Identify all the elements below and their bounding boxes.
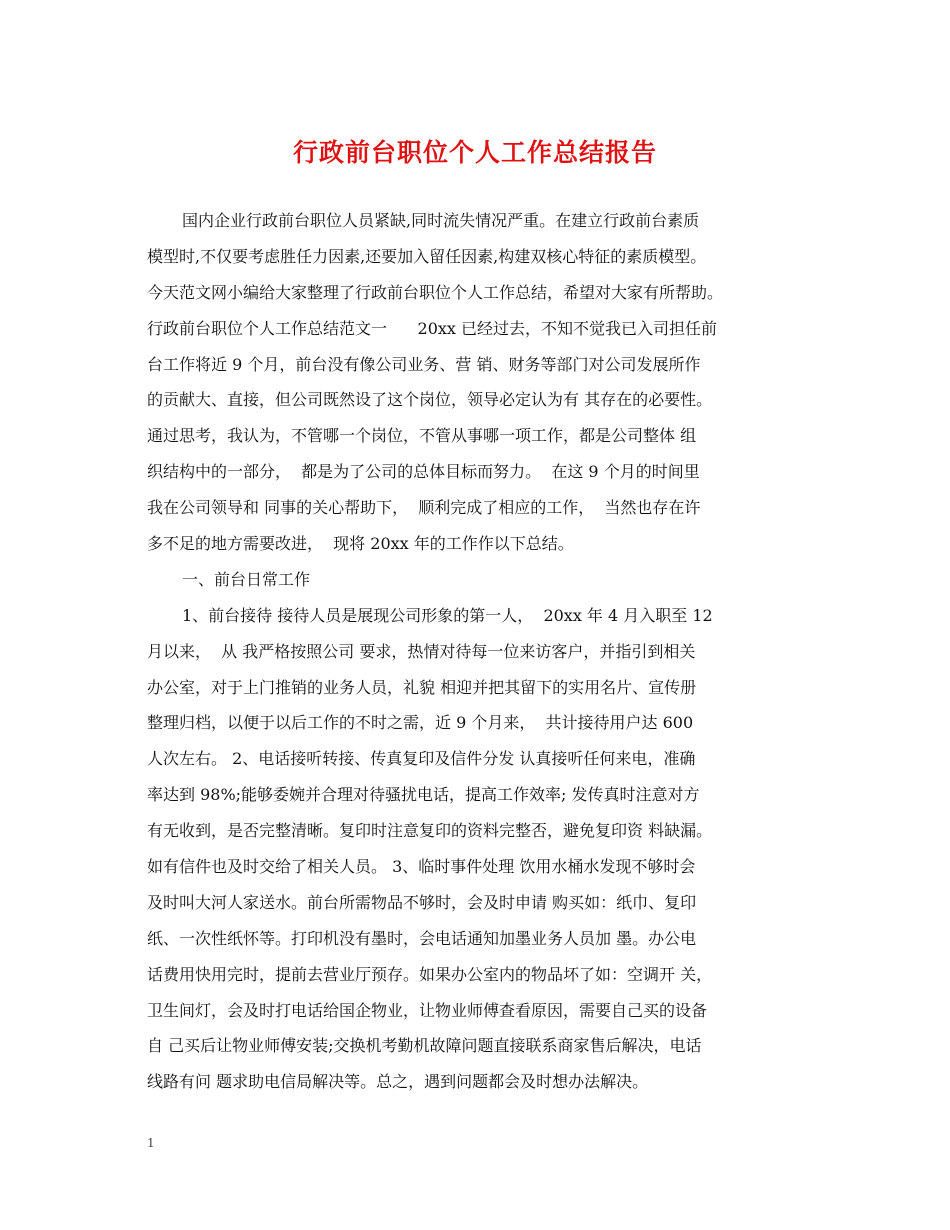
document-body bbox=[147, 203, 807, 1100]
paragraph-line: 纸、一次性纸怀等。打印机没有墨时，会电话通知加墨业务人员加 墨。办公电 bbox=[147, 928, 697, 948]
paragraph-line: 整理归档，以便于以后工作的不时之需，近 9 个月来， 共计接待用户达 600 bbox=[147, 713, 694, 733]
paragraph-line: 月以来， 从 我严格按照公司 要求，热情对待每一位来访客户，并指引到相关 bbox=[147, 641, 696, 661]
paragraph-line: 的贡献大、直接，但公司既然设了这个岗位，领导必定认为有 其存在的必要性。 bbox=[147, 390, 713, 410]
paragraph-line: 率达到 98%;能够委婉并合理对待骚扰电话，提高工作效率; 发传真时注意对方 bbox=[147, 785, 700, 805]
paragraph-line: 如有信件也及时交给了相关人员。 3、临时事件处理 饮用水桶水发现不够时会 bbox=[147, 857, 696, 877]
paragraph-line: 我在公司领导和 同事的关心帮助下， 顺利完成了相应的工作， 当然也存在许 bbox=[147, 498, 701, 518]
paragraph-line: 今天范文网小编给大家整理了行政前台职位个人工作总结，希望对大家有所帮助。 bbox=[147, 282, 724, 302]
paragraph-line: 话费用快用完时，提前去营业厅预存。如果办公室内的物品坏了如：空调开 关， bbox=[147, 964, 713, 984]
paragraph-line: 多不足的地方需要改进， 现将 20xx 年的工作作以下总结。 bbox=[147, 534, 574, 554]
document-title: 行政前台职位个人工作总结报告 bbox=[292, 138, 657, 167]
paragraph-line: 台工作将近 9 个月，前台没有像公司业务、营 销、财务等部门对公司发展所作 bbox=[147, 354, 701, 374]
paragraph-line: 办公室，对于上门推销的业务人员，礼貌 相迎并把其留下的实用名片、宣传册 bbox=[147, 677, 697, 697]
paragraph-line: 1、前台接待 接待人员是展现公司形象的第一人， 20xx 年 4 月入职至 12 bbox=[182, 605, 713, 625]
paragraph-line: 通过思考，我认为，不管哪一个岗位，不管从事哪一项工作，都是公司整体 组 bbox=[147, 426, 697, 446]
paragraph-line: 国内企业行政前台职位人员紧缺,同时流失情况严重。在建立行政前台素质 bbox=[182, 211, 700, 230]
paragraph-line: 织结构中的一部分， 都是为了公司的总体目标而努力。 在这 9 个月的时间里 bbox=[147, 462, 700, 482]
paragraph-line: 人次左右。 2、电话接听转接、传真复印及信件分发 认真接听任何来电，准确 bbox=[147, 749, 696, 769]
paragraph-line: 模型时,不仅要考虑胜任力因素,还要加入留任因素,构建双核心特征的素质模型。 bbox=[147, 246, 707, 266]
paragraph-line: 及时叫大河人家送水。前台所需物品不够时，会及时申请 购买如：纸巾、复印 bbox=[147, 892, 697, 912]
paragraph-line: 一、前台日常工作 bbox=[182, 569, 311, 589]
paragraph-line: 卫生间灯，会及时打电话给国企物业，让物业师傅查看原因，需要自己买的设备 bbox=[147, 1000, 708, 1020]
paragraph-line: 有无收到，是否完整清晰。复印时注意复印的资料完整否，避免复印资 料缺漏。 bbox=[147, 821, 713, 841]
paragraph-line: 自 己买后让物业师傅安装;交换机考勤机故障问题直接联系商家售后解决，电话 bbox=[147, 1036, 702, 1056]
page-number: 1 bbox=[147, 1136, 155, 1150]
paragraph-line: 线路有问 题求助电信局解决等。总之，遇到问题都会及时想办法解决。 bbox=[147, 1072, 649, 1092]
paragraph-line: 行政前台职位个人工作总结范文一 20xx 已经过去，不知不觉我已入司担任前 bbox=[147, 318, 718, 338]
